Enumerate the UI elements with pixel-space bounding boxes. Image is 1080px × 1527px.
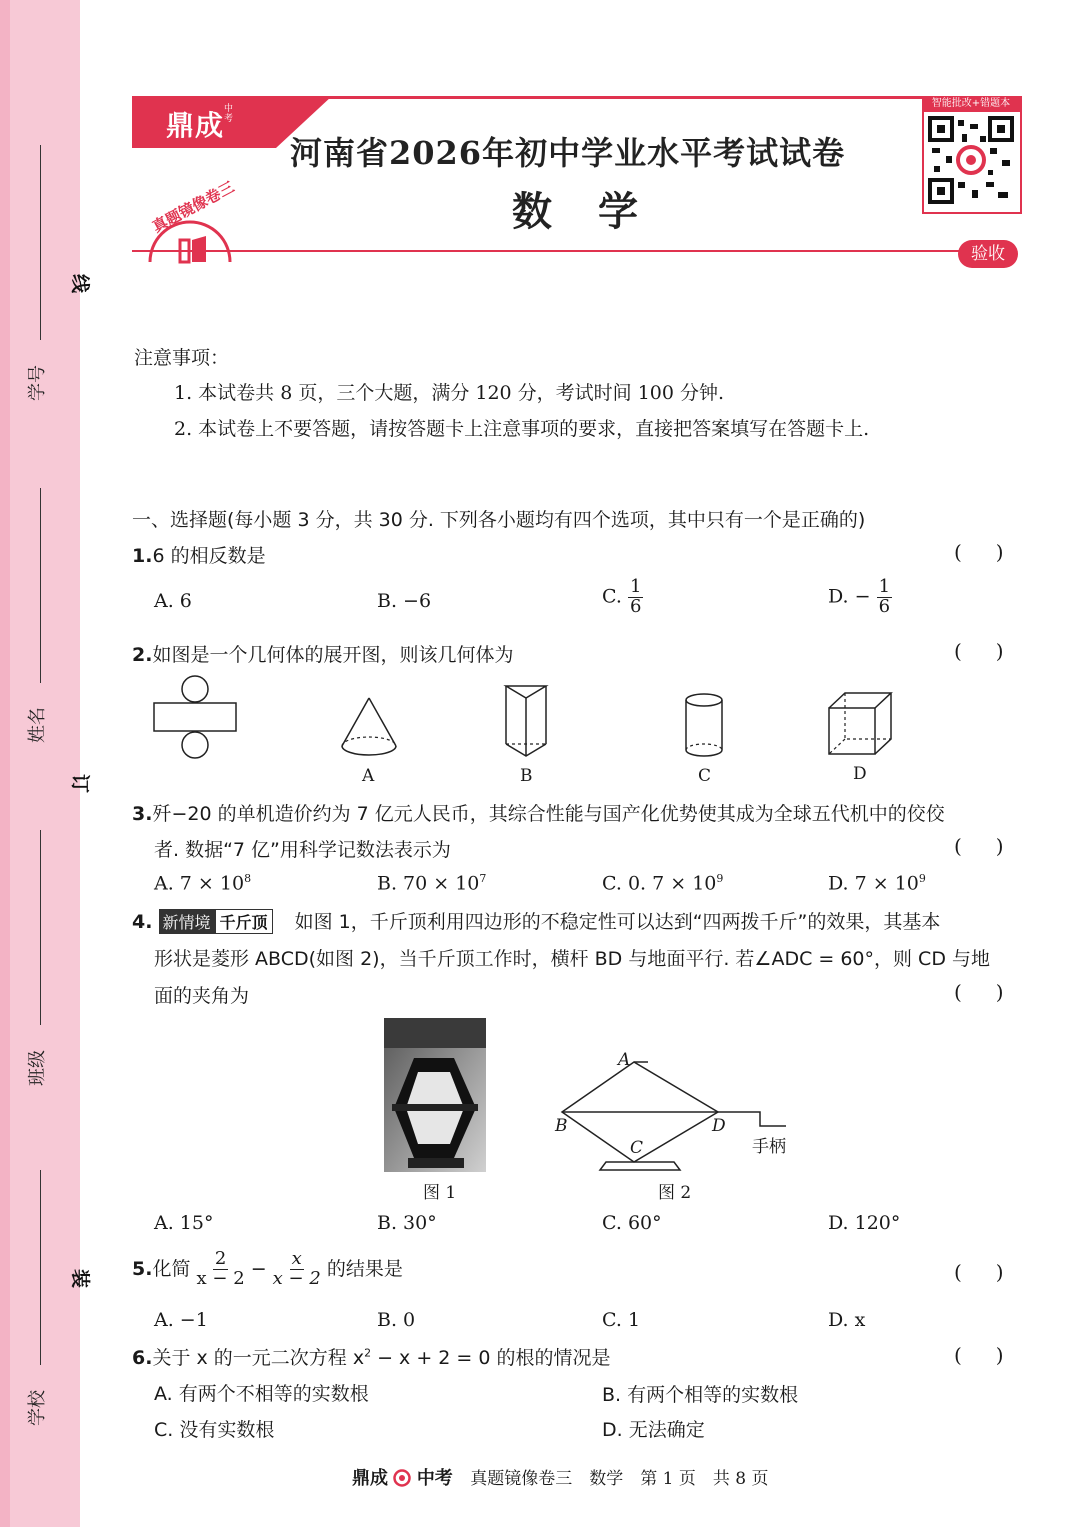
class-line xyxy=(40,830,41,1025)
binding-mark-staple: 订 xyxy=(69,773,92,794)
binding-strip-edge xyxy=(0,0,10,1527)
handle-label: 手柄 xyxy=(752,1137,786,1157)
student-id-line xyxy=(40,145,41,340)
student-id-label: 学号 xyxy=(27,365,48,401)
question-text: 的结果是 xyxy=(326,1257,403,1280)
exponent: 8 xyxy=(244,872,252,885)
question-text-cont: 者. 数据“7 亿”用科学记数法表示为 xyxy=(154,839,451,861)
school-line xyxy=(40,1170,41,1365)
figure-label-a: A xyxy=(362,766,375,786)
page-footer xyxy=(352,1464,768,1490)
option-d xyxy=(828,872,926,894)
binding-mark-bind: 装 xyxy=(69,1268,92,1289)
answer-paren: () xyxy=(954,1343,1038,1367)
denominator: 6 xyxy=(629,595,642,617)
denominator: 6 xyxy=(878,595,891,617)
option-c: C. 没有实数根 xyxy=(154,1419,275,1441)
option-a: A. 15° xyxy=(154,1212,214,1234)
option-b: B. 0 xyxy=(377,1309,416,1331)
question-1 xyxy=(132,541,266,568)
figure-label-d: D xyxy=(853,764,867,784)
option-label: D. − xyxy=(828,585,871,608)
option-c xyxy=(602,872,723,894)
answer-paren: () xyxy=(954,639,1038,663)
exponent: 9 xyxy=(716,872,724,885)
notice-item: 1. 本试卷共 8 页，三个大题，满分 120 分，考试时间 100 分钟. xyxy=(174,382,725,404)
option-c: C. 1 xyxy=(602,1309,641,1331)
figure-2-caption: 图 2 xyxy=(658,1183,692,1203)
option-d: D. x xyxy=(828,1309,866,1331)
name-line xyxy=(40,488,41,683)
brand-logo-sub: 中考 xyxy=(224,104,234,124)
question-number: 3. xyxy=(132,803,153,825)
stamp-label: 真题镜像卷三 xyxy=(149,177,238,237)
numerator: 1 xyxy=(878,576,891,597)
footer-brand: 中考 xyxy=(416,1468,453,1489)
answer-paren: () xyxy=(954,540,1038,564)
brand-logo: 鼎成 xyxy=(166,109,225,142)
denominator: x − 2 xyxy=(272,1267,321,1289)
cone-figure xyxy=(338,694,400,760)
question-text: 如图 1，千斤顶利用四边形的不稳定性可以达到“四两拨千斤”的效果，其基本 xyxy=(294,911,941,933)
header-bottom-rule xyxy=(132,250,962,252)
option-d: D. 120° xyxy=(828,1212,901,1234)
option-a: A. −1 xyxy=(154,1309,208,1331)
option-label: C. xyxy=(602,585,622,608)
footer-page-info: 真题镜像卷三 数学 第 1 页 共 8 页 xyxy=(470,1469,769,1489)
section-title: 一、选择题(每小题 3 分，共 30 分. 下列各小题均有四个选项，其中只有一个是正确的) xyxy=(132,509,866,531)
numerator: 1 xyxy=(629,576,642,597)
net-figure xyxy=(150,674,240,760)
point-d-label: D xyxy=(712,1116,726,1136)
question-2 xyxy=(132,640,513,667)
option-text: C. 0. 7 × 10 xyxy=(602,872,717,895)
option-a xyxy=(154,872,251,894)
name-label: 姓名 xyxy=(27,707,48,743)
figure-1-caption: 图 1 xyxy=(423,1183,457,1203)
numerator: 2 xyxy=(214,1248,227,1269)
option-b: B. −6 xyxy=(377,590,432,612)
notice-item: 2. 本试卷上不要答题，请按答题卡上注意事项的要求，直接把答案填写在答题卡上. xyxy=(174,418,870,440)
option-b: B. 有两个相等的实数根 xyxy=(602,1384,799,1406)
option-text: A. 7 × 10 xyxy=(154,872,245,895)
question-text: 化简 xyxy=(152,1257,191,1280)
question-text: 歼−20 的单机造价约为 7 亿元人民币，其综合性能与国产化优势使其成为全球五代机中的佼佼 xyxy=(152,803,945,825)
qr-label: 智能批改+错题本 xyxy=(922,96,1020,112)
question-number: 1. xyxy=(132,545,153,567)
page-title: 河南省2026年初中学业水平考试试卷 xyxy=(290,134,846,172)
option-text: D. 7 × 10 xyxy=(828,872,919,895)
question-6 xyxy=(132,1343,611,1370)
target-icon xyxy=(393,1469,411,1487)
question-text: − x + 2 = 0 的根的情况是 xyxy=(371,1347,611,1369)
question-text: 关于 x 的一元二次方程 x xyxy=(152,1347,365,1369)
question-number: 6. xyxy=(132,1347,153,1369)
fraction xyxy=(877,578,892,617)
option-c: C. 60° xyxy=(602,1212,662,1234)
school-label: 学校 xyxy=(27,1390,48,1426)
exponent: 7 xyxy=(479,872,487,885)
answer-paren: () xyxy=(954,834,1038,858)
exponent: 2 xyxy=(364,1346,372,1360)
exponent: 9 xyxy=(918,872,926,885)
question-text-cont: 面的夹角为 xyxy=(154,985,250,1007)
binding-mark-line: 线 xyxy=(69,273,92,294)
option-b xyxy=(377,872,486,894)
option-a: A. 6 xyxy=(154,590,192,612)
point-a-label: A xyxy=(618,1050,631,1070)
numerator: x xyxy=(291,1248,302,1269)
question-text: 如图是一个几何体的展开图，则该几何体为 xyxy=(152,644,514,666)
question-number: 5. xyxy=(132,1257,153,1280)
jack-photo xyxy=(384,1018,486,1172)
class-label: 班级 xyxy=(27,1050,48,1086)
option-d: D. 无法确定 xyxy=(602,1419,705,1441)
answer-paren: () xyxy=(954,980,1038,1004)
point-c-label: C xyxy=(630,1138,644,1158)
option-text: B. 70 × 10 xyxy=(377,872,480,895)
option-a: A. 有两个不相等的实数根 xyxy=(154,1383,369,1405)
notice-title: 注意事项： xyxy=(134,347,230,369)
question-5 xyxy=(132,1250,403,1289)
fraction xyxy=(197,1250,245,1289)
prism-figure xyxy=(500,682,552,762)
tag-jack: 千斤顶 xyxy=(215,909,273,934)
acceptance-badge: 验收 xyxy=(958,240,1018,268)
tag-new-context: 新情境 xyxy=(159,909,215,934)
subject-title: 数学 xyxy=(512,188,684,235)
figure-label-c: C xyxy=(698,766,712,786)
option-b: B. 30° xyxy=(377,1212,437,1234)
footer-brand: 鼎成 xyxy=(352,1468,388,1489)
point-b-label: B xyxy=(555,1116,568,1136)
cube-figure xyxy=(826,690,894,758)
cylinder-figure xyxy=(682,692,726,762)
question-number: 2. xyxy=(132,644,153,666)
question-4 xyxy=(132,907,940,934)
question-text-cont: 形状是菱形 ABCD(如图 2)，当千斤顶工作时，横杆 BD 与地面平行. 若∠ADC = 60°，则 CD 与地 xyxy=(154,948,990,970)
minus-sign: − xyxy=(250,1257,267,1280)
fraction xyxy=(628,578,643,617)
fraction xyxy=(273,1250,321,1289)
denominator: x − 2 xyxy=(196,1267,245,1289)
figure-label-b: B xyxy=(520,766,533,786)
question-text: 6 的相反数是 xyxy=(152,545,266,567)
question-number: 4. xyxy=(132,911,153,933)
question-3 xyxy=(132,799,945,826)
option-c xyxy=(602,578,643,617)
qr-code-icon[interactable] xyxy=(928,116,1014,204)
option-d xyxy=(828,578,892,617)
answer-paren: () xyxy=(954,1260,1038,1284)
